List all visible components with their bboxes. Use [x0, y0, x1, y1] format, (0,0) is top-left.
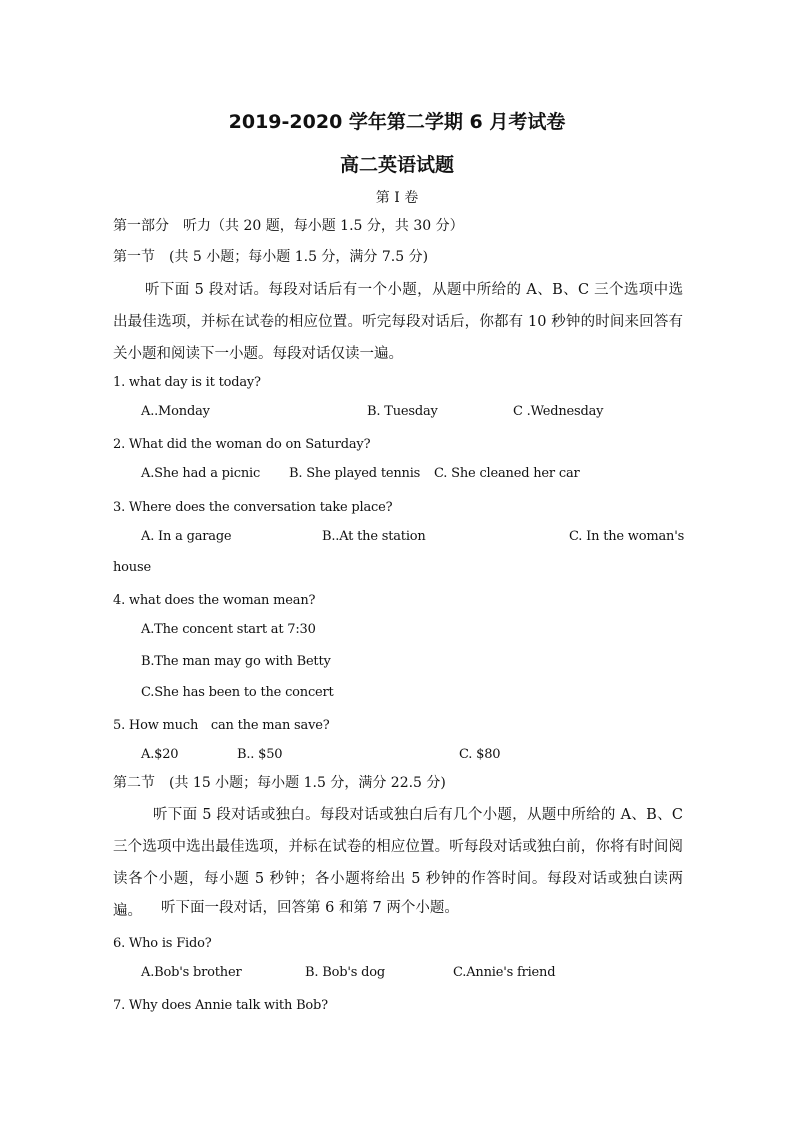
option-a: A.Bob's brother: [141, 965, 242, 980]
option-c: C.She has been to the concert: [141, 685, 334, 700]
volume-label: 第 I 卷: [375, 190, 419, 206]
option-b: B.. $50: [237, 747, 283, 762]
part-header: 第一部分 听力（共 20 题，每小题 1.5 分，共 30 分）: [113, 218, 464, 234]
section-instructions: 听下面 5 段对话或独白。每段对话或独白后有几个小题，从题中所给的 A、B、C 三个选项中选出最佳选项，并标在试卷的相应位置。听每段对话或独白前，你将有时间阅读各个小题，每小题 5 秒钟；各小题将给出 5 秒钟的作答时间。每段对话或独白读两遍。: [113, 807, 683, 919]
option-c: C.Annie's friend: [453, 965, 556, 980]
question-stem: 6. Who is Fido?: [113, 936, 212, 951]
option-a: A.$20: [141, 747, 179, 762]
question-stem: 2. What did the woman do on Saturday?: [113, 437, 371, 452]
option-b: B..At the station: [322, 529, 426, 544]
option-b: B. Bob's dog: [305, 965, 385, 980]
question-stem: 5. How much can the man save?: [113, 718, 330, 733]
option-c: C .Wednesday: [513, 404, 604, 419]
option-a: A.The concent start at 7:30: [141, 622, 316, 637]
question-stem: 4. what does the woman mean?: [113, 593, 316, 608]
section-header: 第二节 (共 15 小题；每小题 1.5 分，满分 22.5 分): [113, 775, 446, 791]
option-b: B.The man may go with Betty: [141, 654, 331, 669]
sub-instructions: 听下面一段对话，回答第 6 和第 7 两个小题。: [161, 900, 459, 916]
question-stem: 3. Where does the conversation take place?: [113, 500, 393, 515]
option-b: B. Tuesday: [367, 404, 438, 419]
option-a: A..Monday: [141, 404, 210, 419]
option-a: A. In a garage: [141, 529, 232, 544]
option-c: C. $80: [459, 747, 501, 762]
question-stem: 7. Why does Annie talk with Bob?: [113, 998, 328, 1013]
exam-subtitle: 高二英语试题: [339, 154, 454, 176]
option-c-wrap: house: [113, 560, 151, 575]
section-instructions: 听下面 5 段对话。每段对话后有一个小题，从题中所给的 A、B、C 三个选项中选出最佳选项，并标在试卷的相应位置。听完每段对话后，你都有 10 秒钟的时间来回答有关小题和阅读下一小题。每段对话仅读一遍。: [113, 282, 683, 362]
exam-title: 2019-2020 学年第二学期 6 月考试卷: [228, 111, 566, 133]
section-header: 第一节 (共 5 小题；每小题 1.5 分，满分 7.5 分): [113, 249, 429, 265]
question-stem: 1. what day is it today?: [113, 375, 261, 390]
option-c: C. In the woman's: [569, 529, 685, 544]
option-c: C. She cleaned her car: [434, 466, 580, 481]
option-a: A.She had a picnic: [141, 466, 261, 481]
option-b: B. She played tennis: [289, 466, 421, 481]
